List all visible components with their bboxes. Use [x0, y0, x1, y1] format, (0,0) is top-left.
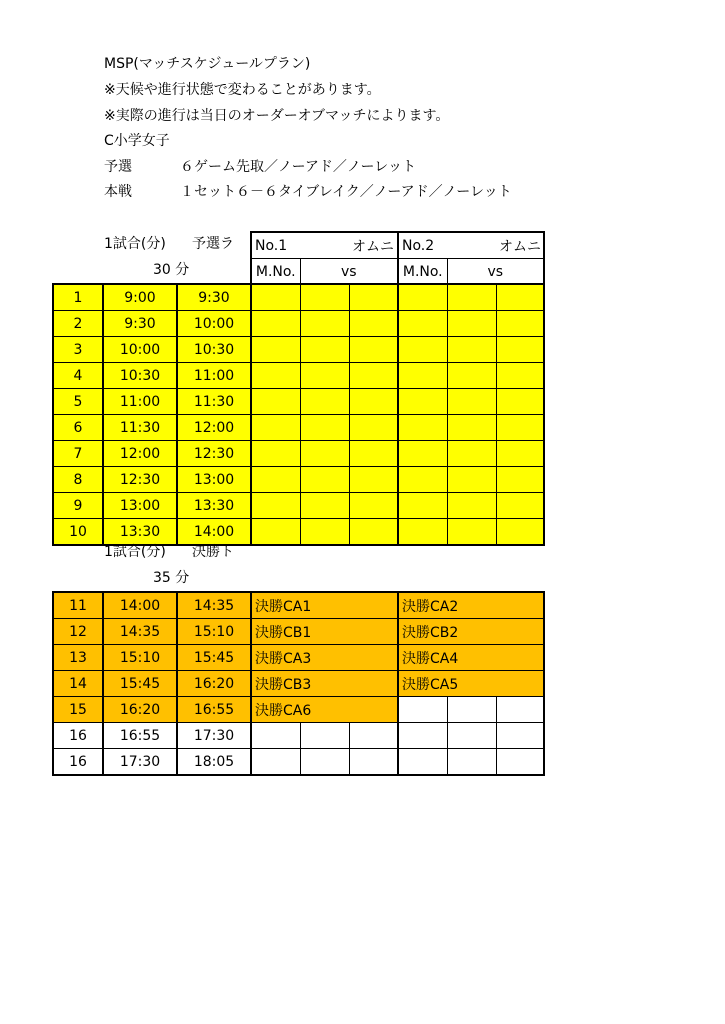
court1-mno-cell — [251, 467, 300, 493]
court1-mno-cell — [251, 415, 300, 441]
table-row — [53, 749, 544, 776]
court1-final-slot: 決勝CB3 — [251, 671, 349, 697]
court2-mno-cell — [398, 697, 447, 723]
court1-player-a-cell — [300, 337, 349, 363]
court2-mno-cell — [398, 311, 447, 337]
court2-player-b-cell — [496, 723, 544, 749]
court2-player-a-cell — [447, 697, 496, 723]
end-time: 12:00 — [177, 415, 251, 441]
court1-player-b-cell — [349, 441, 398, 467]
court1-player-a-cell — [300, 749, 349, 776]
final-stage-label: 決勝ト — [192, 544, 234, 560]
court2-mno-cell — [398, 493, 447, 519]
end-time: 17:30 — [177, 723, 251, 749]
court2-player-a-cell — [447, 467, 496, 493]
end-time: 12:30 — [177, 441, 251, 467]
court1-mno-cell — [251, 723, 300, 749]
end-time: 16:20 — [177, 671, 251, 697]
match-number: 13 — [53, 645, 103, 671]
start-time: 9:00 — [103, 284, 177, 311]
court2-player-a-cell — [447, 311, 496, 337]
start-time: 15:45 — [103, 671, 177, 697]
court2-player-a-cell — [447, 284, 496, 311]
start-time: 14:35 — [103, 619, 177, 645]
match-number: 6 — [53, 415, 103, 441]
court2-player-b-cell — [496, 467, 544, 493]
court2-player-b-cell — [496, 284, 544, 311]
table-row — [53, 311, 544, 337]
start-time: 16:55 — [103, 723, 177, 749]
court1-player-b-cell — [349, 723, 398, 749]
court1-player-b-cell — [349, 284, 398, 311]
table-row — [53, 697, 544, 723]
court2-player-a-cell — [447, 441, 496, 467]
start-time: 13:00 — [103, 493, 177, 519]
match-number: 2 — [53, 311, 103, 337]
note-weather: ※天候や進行状態で変わることがあります。 — [104, 82, 381, 98]
match-number: 1 — [53, 284, 103, 311]
court1-player-b-cell — [349, 467, 398, 493]
court1-player-b-cell — [349, 311, 398, 337]
table-row — [53, 723, 544, 749]
court1-player-a-cell — [300, 284, 349, 311]
table-row — [53, 645, 544, 671]
end-time: 9:30 — [177, 284, 251, 311]
court1-player-a-cell — [300, 311, 349, 337]
court2-final-slot: 決勝CA5 — [398, 671, 496, 697]
final-schedule-table — [52, 591, 545, 776]
court1-mno-cell — [251, 284, 300, 311]
court1-surface: オムニ — [349, 232, 398, 259]
start-time: 11:30 — [103, 415, 177, 441]
match-minutes: 30 分 — [153, 262, 190, 278]
stage-label: 予選ラ — [192, 236, 234, 252]
court2-player-a-cell — [447, 389, 496, 415]
match-number: 11 — [53, 592, 103, 619]
court2-number: No.2 — [398, 232, 447, 259]
court2-player-b-cell — [496, 441, 544, 467]
court1-mno-cell — [251, 337, 300, 363]
table-row — [53, 467, 544, 493]
court2-player-a-cell — [447, 519, 496, 546]
court2-surface: オムニ — [496, 232, 544, 259]
court2-mno-header: M.No. — [398, 259, 447, 285]
start-time: 9:30 — [103, 311, 177, 337]
prelim-label: 予選 — [104, 159, 132, 175]
end-time: 11:30 — [177, 389, 251, 415]
court2-mno-cell — [398, 389, 447, 415]
end-time: 10:00 — [177, 311, 251, 337]
match-number: 16 — [53, 723, 103, 749]
start-time: 16:20 — [103, 697, 177, 723]
final-match-time-label: 1試合(分) — [104, 544, 166, 560]
court2-empty-cell — [496, 619, 544, 645]
table-row — [53, 441, 544, 467]
end-time: 18:05 — [177, 749, 251, 776]
court1-empty-cell — [349, 645, 398, 671]
end-time: 14:00 — [177, 519, 251, 546]
court2-player-a-cell — [447, 415, 496, 441]
table-row — [53, 519, 544, 546]
table-row — [53, 592, 544, 619]
court2-mno-cell — [398, 363, 447, 389]
court1-player-b-cell — [349, 363, 398, 389]
court2-vs-header: vs — [447, 259, 544, 285]
court1-empty-cell — [349, 697, 398, 723]
court1-number: No.1 — [251, 232, 300, 259]
court1-player-b-cell — [349, 493, 398, 519]
match-number: 7 — [53, 441, 103, 467]
end-time: 13:30 — [177, 493, 251, 519]
court1-player-a-cell — [300, 519, 349, 546]
table-row — [53, 415, 544, 441]
court2-mno-cell — [398, 749, 447, 776]
end-time: 11:00 — [177, 363, 251, 389]
court1-player-a-cell — [300, 389, 349, 415]
court1-player-b-cell — [349, 749, 398, 776]
court2-mno-cell — [398, 441, 447, 467]
match-time-label: 1試合(分) — [104, 236, 166, 252]
court1-empty-cell — [349, 671, 398, 697]
court1-player-b-cell — [349, 415, 398, 441]
main-label: 本戦 — [104, 184, 132, 200]
court2-player-b-cell — [496, 389, 544, 415]
court1-mno-cell — [251, 749, 300, 776]
prelim-rule: ６ゲーム先取／ノーアド／ノーレット — [180, 159, 417, 175]
court1-player-b-cell — [349, 519, 398, 546]
main-rule-line — [104, 183, 512, 201]
court1-empty-cell — [349, 619, 398, 645]
court2-final-slot: 決勝CA4 — [398, 645, 496, 671]
court2-player-b-cell — [496, 337, 544, 363]
court1-player-a-cell — [300, 415, 349, 441]
document-title: MSP(マッチスケジュールプラン) — [104, 56, 311, 72]
court1-final-slot: 決勝CA3 — [251, 645, 349, 671]
court1-mno-cell — [251, 493, 300, 519]
end-time: 10:30 — [177, 337, 251, 363]
court2-mno-cell — [398, 284, 447, 311]
match-number: 15 — [53, 697, 103, 723]
end-time: 15:10 — [177, 619, 251, 645]
match-number: 16 — [53, 749, 103, 776]
end-time: 13:00 — [177, 467, 251, 493]
court-header-table — [250, 231, 545, 285]
court1-player-b-cell — [349, 337, 398, 363]
prelim-schedule-table — [52, 283, 545, 546]
court1-player-a-cell — [300, 441, 349, 467]
court1-mno-cell — [251, 311, 300, 337]
court2-mno-cell — [398, 519, 447, 546]
match-number: 12 — [53, 619, 103, 645]
table-row — [53, 671, 544, 697]
court2-empty-cell — [496, 592, 544, 619]
court2-player-a-cell — [447, 363, 496, 389]
table-row — [53, 389, 544, 415]
start-time: 13:30 — [103, 519, 177, 546]
court2-player-b-cell — [496, 363, 544, 389]
court2-player-a-cell — [447, 337, 496, 363]
court2-player-b-cell — [496, 415, 544, 441]
match-number: 5 — [53, 389, 103, 415]
court2-player-a-cell — [447, 749, 496, 776]
court2-mno-cell — [398, 337, 447, 363]
court2-player-b-cell — [496, 697, 544, 723]
start-time: 12:00 — [103, 441, 177, 467]
court2-final-slot: 決勝CB2 — [398, 619, 496, 645]
table-row — [53, 493, 544, 519]
table-row — [53, 284, 544, 311]
table-row — [53, 337, 544, 363]
start-time: 11:00 — [103, 389, 177, 415]
court2-player-a-cell — [447, 493, 496, 519]
main-rule: １セット６－６タイブレイク／ノーアド／ノーレット — [180, 184, 512, 200]
court2-mno-cell — [398, 415, 447, 441]
start-time: 10:00 — [103, 337, 177, 363]
court2-player-b-cell — [496, 493, 544, 519]
match-number: 4 — [53, 363, 103, 389]
court2-mno-cell — [398, 467, 447, 493]
court1-mno-cell — [251, 363, 300, 389]
match-number: 8 — [53, 467, 103, 493]
prelim-rule-line — [104, 158, 416, 176]
court1-player-b-cell — [349, 389, 398, 415]
court1-vs-header: vs — [300, 259, 398, 285]
court2-player-a-cell — [447, 723, 496, 749]
court2-empty-cell — [496, 671, 544, 697]
court1-final-slot: 決勝CA1 — [251, 592, 349, 619]
table-row — [53, 619, 544, 645]
court1-final-slot: 決勝CA6 — [251, 697, 349, 723]
court1-player-a-cell — [300, 723, 349, 749]
court1-mno-cell — [251, 519, 300, 546]
court1-empty-cell — [349, 592, 398, 619]
court1-player-a-cell — [300, 363, 349, 389]
start-time: 14:00 — [103, 592, 177, 619]
start-time: 10:30 — [103, 363, 177, 389]
end-time: 15:45 — [177, 645, 251, 671]
end-time: 14:35 — [177, 592, 251, 619]
table-row — [53, 363, 544, 389]
end-time: 16:55 — [177, 697, 251, 723]
match-number: 14 — [53, 671, 103, 697]
court2-player-b-cell — [496, 519, 544, 546]
category-label: C小学女子 — [104, 133, 170, 149]
start-time: 15:10 — [103, 645, 177, 671]
court2-empty-cell — [496, 645, 544, 671]
match-number: 9 — [53, 493, 103, 519]
court1-mno-cell — [251, 441, 300, 467]
court1-player-a-cell — [300, 467, 349, 493]
court2-player-b-cell — [496, 749, 544, 776]
start-time: 17:30 — [103, 749, 177, 776]
court1-mno-header: M.No. — [251, 259, 300, 285]
court2-player-b-cell — [496, 311, 544, 337]
court1-mno-cell — [251, 389, 300, 415]
court2-mno-cell — [398, 723, 447, 749]
court2-final-slot: 決勝CA2 — [398, 592, 496, 619]
match-number: 10 — [53, 519, 103, 546]
start-time: 12:30 — [103, 467, 177, 493]
final-match-minutes: 35 分 — [153, 570, 190, 586]
match-number: 3 — [53, 337, 103, 363]
note-order-of-play: ※実際の進行は当日のオーダーオブマッチによります。 — [104, 108, 450, 124]
court1-final-slot: 決勝CB1 — [251, 619, 349, 645]
court1-player-a-cell — [300, 493, 349, 519]
